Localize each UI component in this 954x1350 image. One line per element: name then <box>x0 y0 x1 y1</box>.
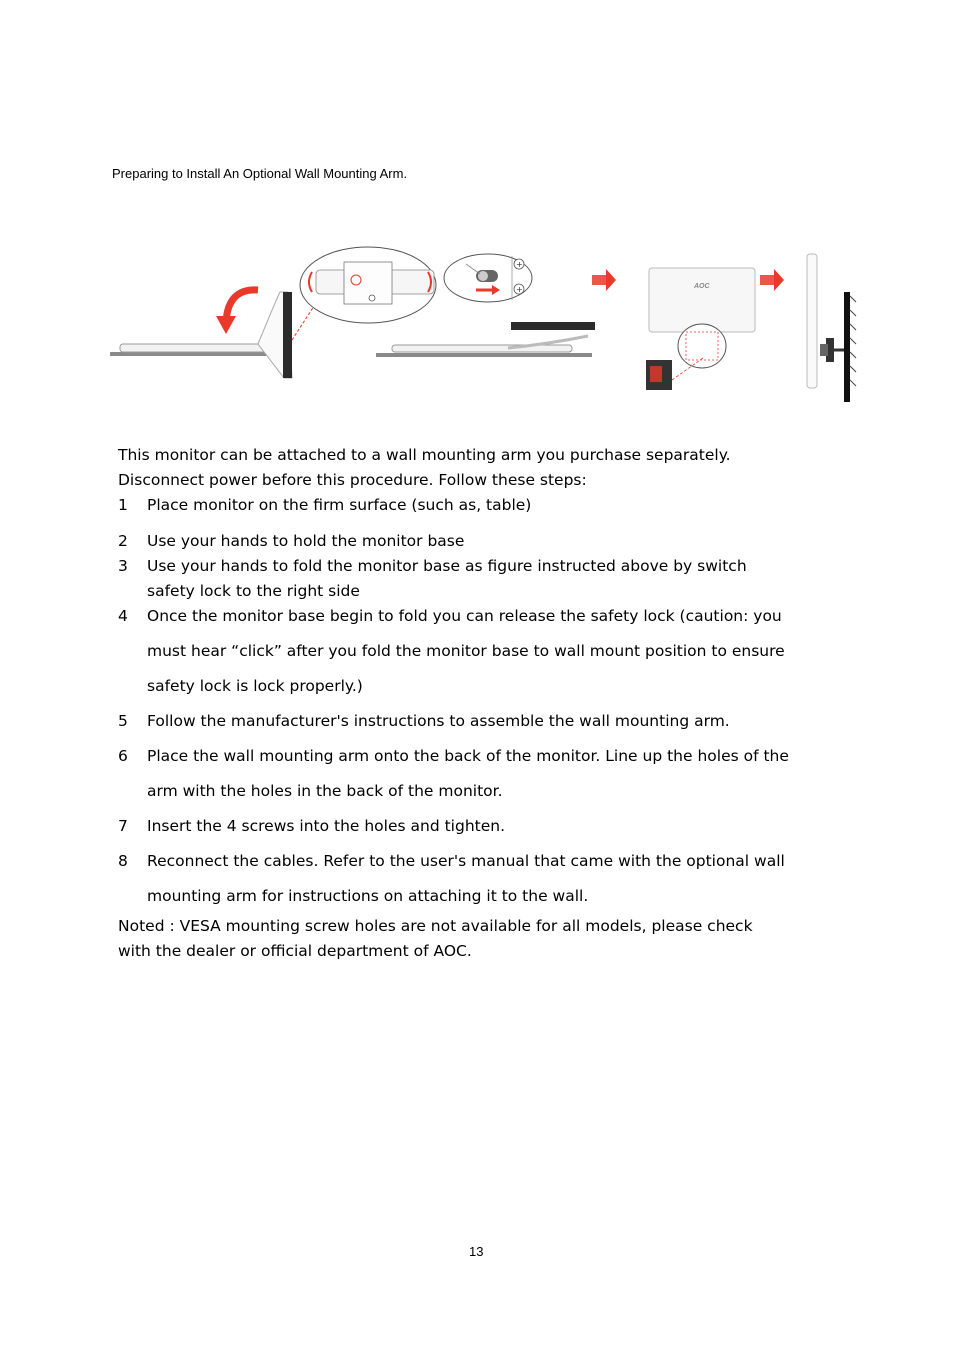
step-text: Insert the 4 screws into the holes and tighten. <box>147 817 506 835</box>
step-folded-panel <box>376 322 595 357</box>
step-text: Place monitor on the firm surface (such as, table) <box>147 496 532 514</box>
section-heading: Preparing to Install An Optional Wall Mounting Arm. <box>112 166 408 181</box>
list-item <box>118 739 798 809</box>
step-number: 4 <box>118 607 128 625</box>
step-number: 2 <box>118 532 128 550</box>
instructions-body <box>118 443 798 964</box>
intro-line: Disconnect power before this procedure. Follow these steps: <box>118 471 587 489</box>
list-item <box>118 704 798 739</box>
wall-mounted-panel <box>807 254 856 402</box>
list-item <box>118 809 798 844</box>
step-fold-panel <box>110 290 318 378</box>
note-line: Noted : VESA mounting screw holes are not available for all models, please check <box>118 917 753 935</box>
curved-arrow-icon <box>216 290 258 334</box>
step-text: Once the monitor base begin to fold you can release the safety lock (caution: you must hear “click” after you fold the monitor base to wall mount position to ensure safety lock is lock properly.) <box>147 607 785 695</box>
step-number: 8 <box>118 852 128 870</box>
list-item <box>118 493 798 518</box>
step-number: 1 <box>118 496 128 514</box>
step-text: Use your hands to hold the monitor base <box>147 532 465 550</box>
step-text: Place the wall mounting arm onto the back of the monitor. Line up the holes of the arm with the holes in the back of the monitor. <box>147 747 789 800</box>
step-number: 6 <box>118 747 128 765</box>
intro-line: This monitor can be attached to a wall mounting arm you purchase separately. <box>118 446 731 464</box>
step-text: Use your hands to fold the monitor base as figure instructed above by switch safety lock to the right side <box>147 557 747 600</box>
aoc-logo: AOC <box>694 283 710 290</box>
step-text: Follow the manufacturer's instructions to assemble the wall mounting arm. <box>147 712 730 730</box>
step-number: 3 <box>118 557 128 575</box>
hinge-detail-circle <box>300 247 436 323</box>
monitor-back-panel <box>646 268 755 390</box>
svg-text:+: + <box>516 285 523 294</box>
list-item <box>118 554 798 604</box>
step-number: 7 <box>118 817 128 835</box>
lock-detail-circle <box>444 254 532 302</box>
page-number: 13 <box>469 1244 484 1259</box>
note-line: with the dealer or official department of AOC. <box>118 942 472 960</box>
list-item <box>118 844 798 914</box>
svg-text:+: + <box>516 260 523 269</box>
step-number: 5 <box>118 712 128 730</box>
step-text: Reconnect the cables. Refer to the user's manual that came with the optional wall mounting arm for instructions on attaching it to the wall. <box>147 852 785 905</box>
list-item <box>118 599 798 704</box>
right-arrow-icon <box>592 269 616 291</box>
right-arrow-icon <box>760 269 784 291</box>
list-item <box>118 529 798 554</box>
wall-mount-illustration <box>108 240 858 405</box>
